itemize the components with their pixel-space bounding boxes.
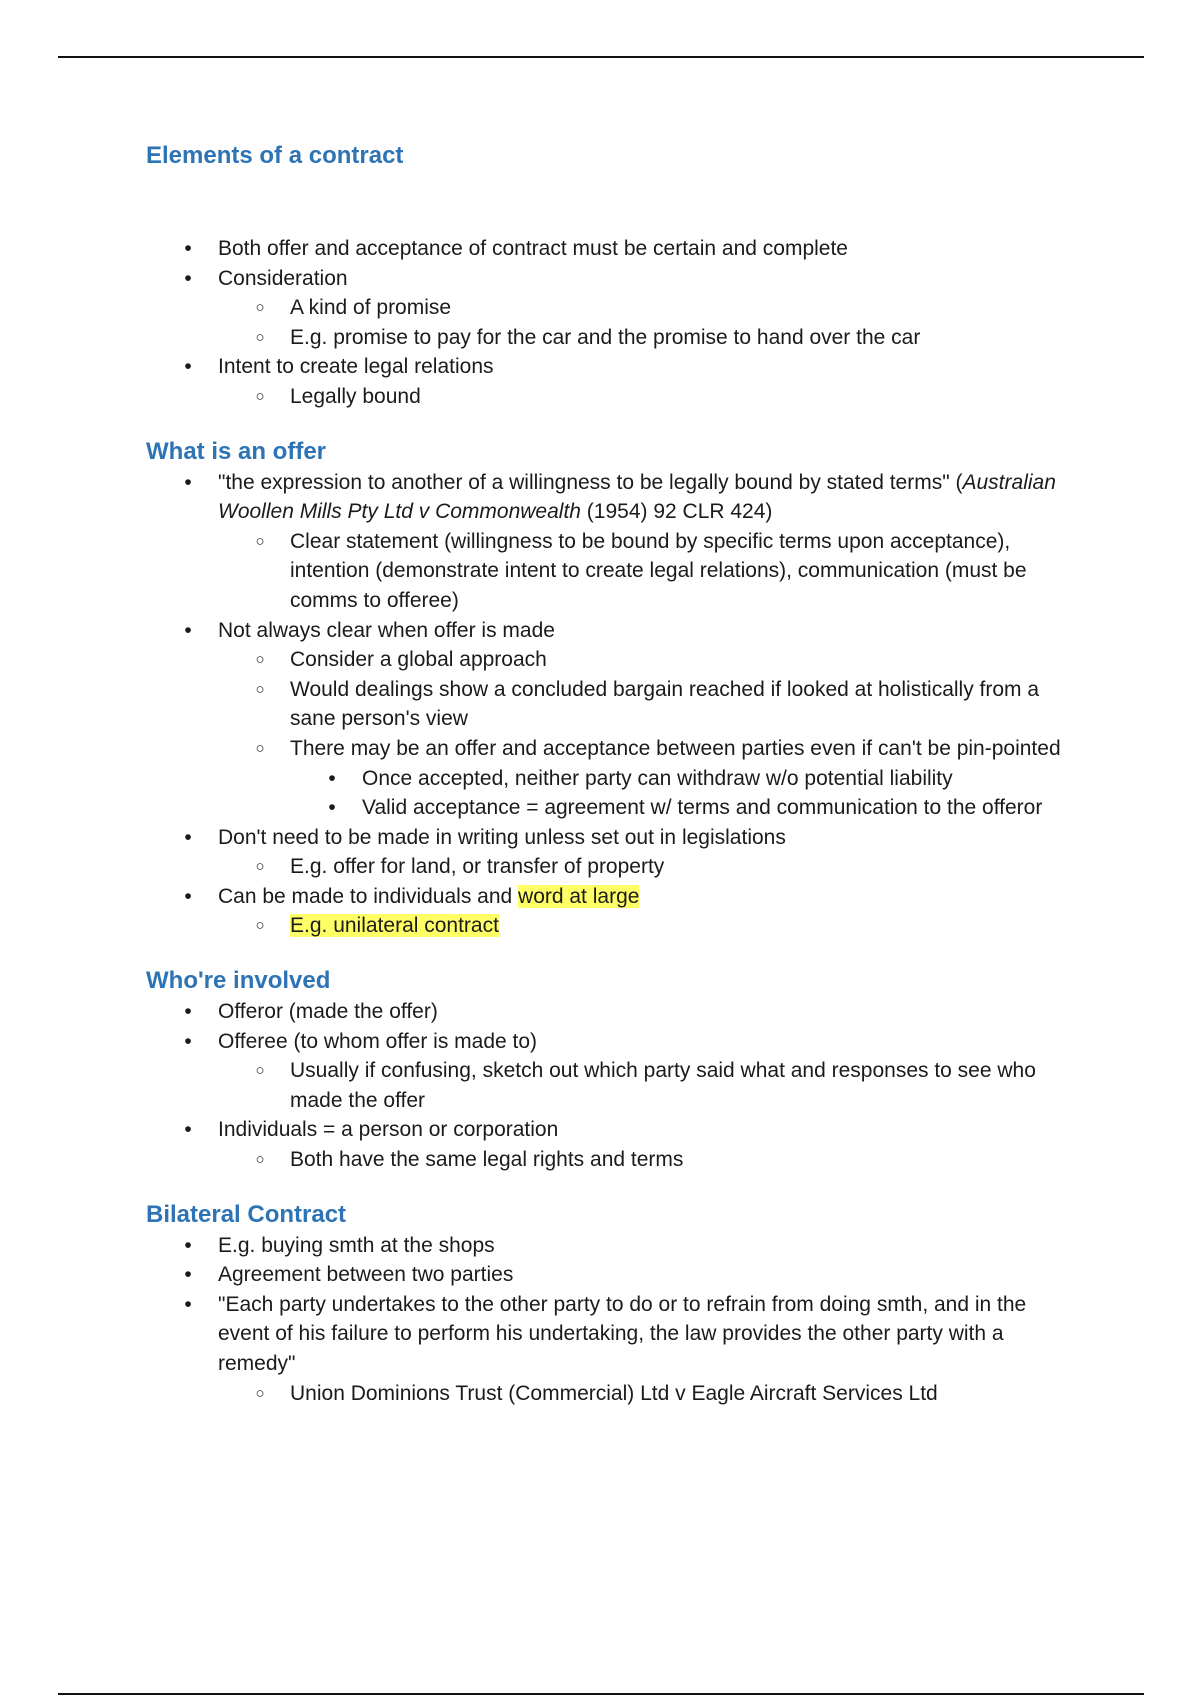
list-item <box>218 527 1066 616</box>
list-item <box>146 1290 1066 1408</box>
heading-bilateral-contract: Bilateral Contract <box>146 1200 347 1228</box>
bullet-circle-icon: ○ <box>255 532 265 550</box>
list-item <box>146 997 1066 1027</box>
top-page-rule <box>58 56 1144 58</box>
list-item <box>146 352 1066 411</box>
list-item <box>218 293 1066 323</box>
list-item <box>218 323 1066 353</box>
list-item <box>218 382 1066 412</box>
list-item-text: Can be made to individuals and <box>218 884 519 908</box>
bilateral-list <box>146 1231 1066 1409</box>
bullet-disc-icon: • <box>184 1292 192 1316</box>
bullet-circle-icon: ○ <box>255 387 265 405</box>
bullet-circle-icon: ○ <box>255 680 265 698</box>
bullet-disc-icon: • <box>184 1118 192 1142</box>
list-item-text: E.g. offer for land, or transfer of property <box>290 855 665 879</box>
sub-list <box>218 527 1066 616</box>
bullet-disc-icon: • <box>184 266 192 290</box>
bottom-page-rule <box>58 1693 1144 1695</box>
list-item-text: Don't need to be made in writing unless set out in legislations <box>218 825 786 849</box>
heading-whore-involved: Who're involved <box>146 967 331 995</box>
sub-sub-list <box>290 764 1066 823</box>
sub-list <box>218 645 1066 823</box>
offer-list <box>146 468 1066 942</box>
sub-list <box>218 1379 1066 1409</box>
bullet-circle-icon: ○ <box>255 1384 265 1402</box>
list-item <box>218 1379 1066 1409</box>
list-item-text: Usually if confusing, sketch out which party said what and responses to see who made the offer <box>290 1059 1036 1112</box>
list-item <box>146 616 1066 823</box>
sub-list <box>218 293 1066 352</box>
heading-elements-of-a-contract: Elements of a contract <box>146 142 404 169</box>
list-item-text: Clear statement (willingness to be bound by specific terms upon acceptance), intention (demonstrate intent to create legal relations), communication (must be comms to offeree) <box>290 529 1027 612</box>
highlighted-text: E.g. unilateral contract <box>290 914 499 938</box>
list-item-text: E.g. promise to pay for the car and the promise to hand over the car <box>290 325 921 349</box>
bullet-circle-icon: ○ <box>255 651 265 669</box>
bullet-circle-icon: ○ <box>255 917 265 935</box>
bullet-circle-icon: ○ <box>255 1062 265 1080</box>
bullet-disc-icon: • <box>328 796 336 820</box>
list-item <box>146 1027 1066 1116</box>
sub-list <box>218 1056 1066 1115</box>
heading-what-is-an-offer: What is an offer <box>146 437 327 465</box>
list-item-text: Consideration <box>218 266 348 290</box>
elements-list <box>146 234 1066 412</box>
list-item <box>146 882 1066 941</box>
bullet-circle-icon: ○ <box>255 328 265 346</box>
list-item <box>146 1260 1066 1290</box>
bullet-disc-icon: • <box>184 470 192 494</box>
bullet-disc-icon: • <box>184 825 192 849</box>
list-item-text: Intent to create legal relations <box>218 355 494 379</box>
bullet-disc-icon: • <box>184 618 192 642</box>
list-item <box>146 823 1066 882</box>
list-item-text: Legally bound <box>290 384 421 408</box>
bullet-disc-icon: • <box>184 1263 192 1287</box>
case-citation: (1954) 92 CLR 424) <box>580 500 773 524</box>
bullet-disc-icon: • <box>184 884 192 908</box>
bullet-circle-icon: ○ <box>255 1151 265 1169</box>
list-item-text: Valid acceptance = agreement w/ terms and communication to the offeror <box>362 796 1043 820</box>
list-item <box>146 468 1066 616</box>
list-item <box>218 852 1066 882</box>
list-item <box>218 734 1066 823</box>
list-item-text: Both have the same legal rights and terms <box>290 1148 684 1172</box>
list-item <box>218 1145 1066 1175</box>
list-item-text: "Each party undertakes to the other party to do or to refrain from doing smth, and in the event of his failure to perform his undertaking, the law provides the other party with a remedy" <box>218 1292 1027 1375</box>
sub-list <box>218 1145 1066 1175</box>
sub-list <box>218 911 1066 941</box>
list-item <box>290 764 1066 794</box>
list-item-text: Once accepted, neither party can withdraw w/o potential liability <box>362 766 953 790</box>
document-body <box>146 140 1066 1408</box>
list-item <box>146 234 1066 264</box>
list-item <box>218 1056 1066 1115</box>
list-item-text: Union Dominions Trust (Commercial) Ltd v Eagle Aircraft Services Ltd <box>290 1381 938 1405</box>
list-item-text: A kind of promise <box>290 296 452 320</box>
list-item <box>218 911 1066 941</box>
involved-list <box>146 997 1066 1175</box>
bullet-circle-icon: ○ <box>255 299 265 317</box>
bullet-disc-icon: • <box>184 1029 192 1053</box>
quote-text: "the expression to another of a willingness to be legally bound by stated terms" ( <box>218 470 963 494</box>
list-item-text: Not always clear when offer is made <box>218 618 555 642</box>
bullet-disc-icon: • <box>184 355 192 379</box>
list-item-text: Would dealings show a concluded bargain reached if looked at holistically from a sane person's view <box>290 677 1040 731</box>
list-item-text: Agreement between two parties <box>218 1263 514 1287</box>
list-item-text: There may be an offer and acceptance between parties even if can't be pin-pointed <box>290 736 1061 760</box>
list-item-text: Offeree (to whom offer is made to) <box>218 1029 538 1053</box>
bullet-disc-icon: • <box>184 1000 192 1024</box>
bullet-disc-icon: • <box>184 237 192 260</box>
highlighted-text: word at large <box>518 884 640 908</box>
list-item-text: Both offer and acceptance of contract must be certain and complete <box>218 237 848 260</box>
list-item <box>146 264 1066 353</box>
list-item-text: E.g. buying smth at the shops <box>218 1233 495 1257</box>
list-item-text: Individuals = a person or corporation <box>218 1118 559 1142</box>
sub-list <box>218 382 1066 412</box>
list-item-text: Consider a global approach <box>290 648 547 672</box>
bullet-circle-icon: ○ <box>255 739 265 757</box>
list-item <box>218 645 1066 675</box>
list-item <box>146 1231 1066 1261</box>
case-name: Australian Woollen Mills Pty Ltd v Commonwealth <box>218 470 1056 524</box>
list-item <box>218 675 1066 734</box>
list-item <box>290 793 1066 823</box>
bullet-circle-icon: ○ <box>255 858 265 876</box>
bullet-disc-icon: • <box>328 766 336 790</box>
bullet-disc-icon: • <box>184 1233 192 1257</box>
sub-list <box>218 852 1066 882</box>
list-item-text: Offeror (made the offer) <box>218 1000 438 1024</box>
list-item <box>146 1115 1066 1174</box>
